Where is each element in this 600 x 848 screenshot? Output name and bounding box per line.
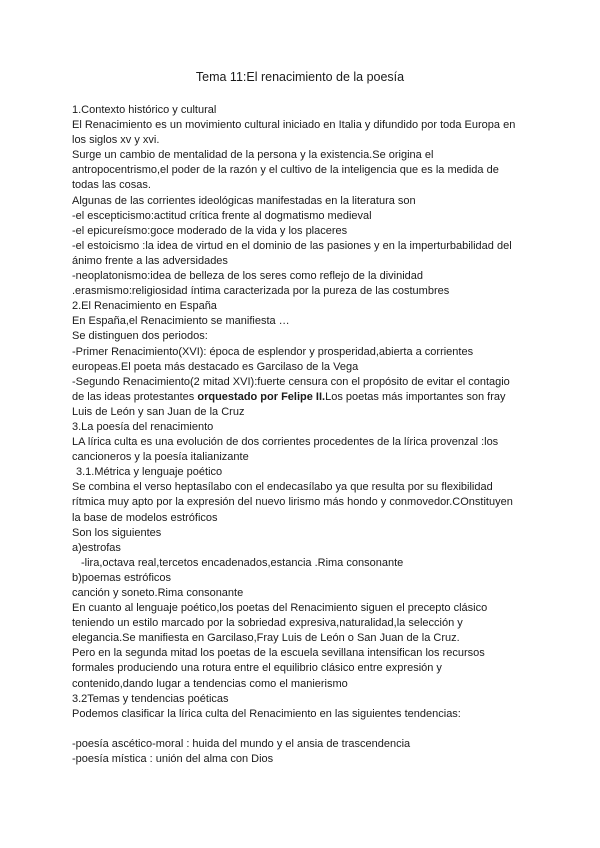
paragraph-line: Son los siguientes: [72, 526, 162, 539]
list-item: -Segundo Renacimiento(2 mitad XVI):fuerte censura con el propósito de evitar el contagio: [72, 375, 510, 388]
list-item: Luis de León y san Juan de la Cruz: [72, 405, 245, 418]
list-item: -el epicureísmo:goce moderado de la vida y los placeres: [72, 224, 348, 237]
paragraph-line: Podemos clasificar la lírica culta del Renacimiento en las siguientes tendencias:: [72, 707, 461, 720]
paragraph-line: Se distinguen dos periodos:: [72, 330, 208, 343]
paragraph-line: teniendo un estilo marcado por la sobriedad expresiva,naturalidad,la selección y: [72, 617, 463, 630]
paragraph-line: antropocentrismo,el poder de la razón y el cultivo de la inteligencia que es la medida de: [72, 164, 499, 177]
paragraph-line: El Renacimiento es un movimiento cultural iniciado en Italia y difundido por toda Europa en: [72, 119, 516, 132]
section-heading: 1.Contexto histórico y cultural: [72, 104, 217, 116]
document-title: Tema 11:El renacimiento de la poesía: [195, 70, 405, 84]
list-item: -el escepticismo:actitud crítica frente al dogmatismo medieval: [72, 209, 372, 222]
paragraph-line: Se combina el verso heptasílabo con el endecasílabo ya que resulta por su flexibilidad: [72, 481, 493, 494]
list-item-mixed: [72, 390, 528, 405]
section-heading: 2.El Renacimiento en España: [72, 300, 217, 313]
paragraph-line: la base de modelos estróficos: [72, 511, 218, 524]
paragraph-line: En cuanto al lenguaje poético,los poetas del Renacimiento siguen el precepto clásico: [72, 602, 488, 615]
list-item: -el estoicismo :la idea de virtud en el dominio de las pasiones y en la imperturbabilidad del: [72, 239, 512, 252]
paragraph-line: los siglos xv y xvi.: [72, 134, 160, 147]
list-item: ánimo frente a las adversidades: [72, 254, 228, 267]
paragraph-line: elegancia.Se manifiesta en Garcilaso,Fray Luis de León o San Juan de la Cruz.: [72, 632, 460, 645]
paragraph-line: Algunas de las corrientes ideológicas manifestadas en la literatura son: [72, 194, 416, 207]
list-item: -poesía ascético-moral : huida del mundo y el ansia de trascendencia: [72, 737, 411, 750]
paragraph-line: todas las cosas.: [72, 179, 151, 192]
paragraph-line: cancioneros y la poesía italianizante: [72, 451, 249, 464]
list-item: a)estrofas: [72, 541, 121, 554]
list-item: canción y soneto.Rima consonante: [72, 587, 244, 599]
list-item: -poesía mística : unión del alma con Dios: [72, 753, 274, 766]
text-span: Los poetas más importantes son fray: [325, 390, 506, 403]
document-body: [72, 103, 528, 767]
blank-line: [72, 722, 528, 737]
bold-phrase: orquestado por Felipe II.: [197, 390, 326, 403]
list-item: -Primer Renacimiento(XVI): época de esplendor y prosperidad,abierta a corrientes: [72, 345, 474, 358]
paragraph-line: LA lírica culta es una evolución de dos corrientes procedentes de la lírica provenzal :los: [72, 436, 499, 449]
paragraph-line: En España,el Renacimiento se manifiesta …: [72, 315, 290, 328]
subsection-heading: 3.1.Métrica y lenguaje poético: [76, 466, 223, 479]
list-item: europeas.El poeta más destacado es Garcilaso de la Vega: [72, 360, 359, 373]
paragraph-line: formales produciendo una rotura entre el equilibrio clásico entre expresión y: [72, 662, 442, 675]
text-span: de las ideas protestantes: [72, 390, 198, 403]
list-item: .erasmismo:religiosidad íntima caracterizada por la pureza de las costumbres: [72, 285, 450, 298]
list-item: b)poemas estróficos: [72, 571, 172, 584]
section-heading: 3.La poesía del renacimiento: [72, 420, 214, 433]
paragraph-line: rítmica muy apto por la expresión del nuevo lirismo más hondo y conmovedor.COnstituyen: [72, 496, 513, 509]
list-item: -lira,octava real,tercetos encadenados,estancia .Rima consonante: [81, 556, 404, 569]
paragraph-line: Pero en la segunda mitad los poetas de la escuela sevillana intensifican los recursos: [72, 647, 485, 660]
paragraph-line: contenido,dando lugar a tendencias como el manierismo: [72, 677, 348, 690]
subsection-heading: 3.2Temas y tendencias poéticas: [72, 692, 229, 705]
list-item: -neoplatonismo:idea de belleza de los seres como reflejo de la divinidad: [72, 270, 423, 283]
paragraph-line: Surge un cambio de mentalidad de la persona y la existencia.Se origina el: [72, 149, 434, 162]
